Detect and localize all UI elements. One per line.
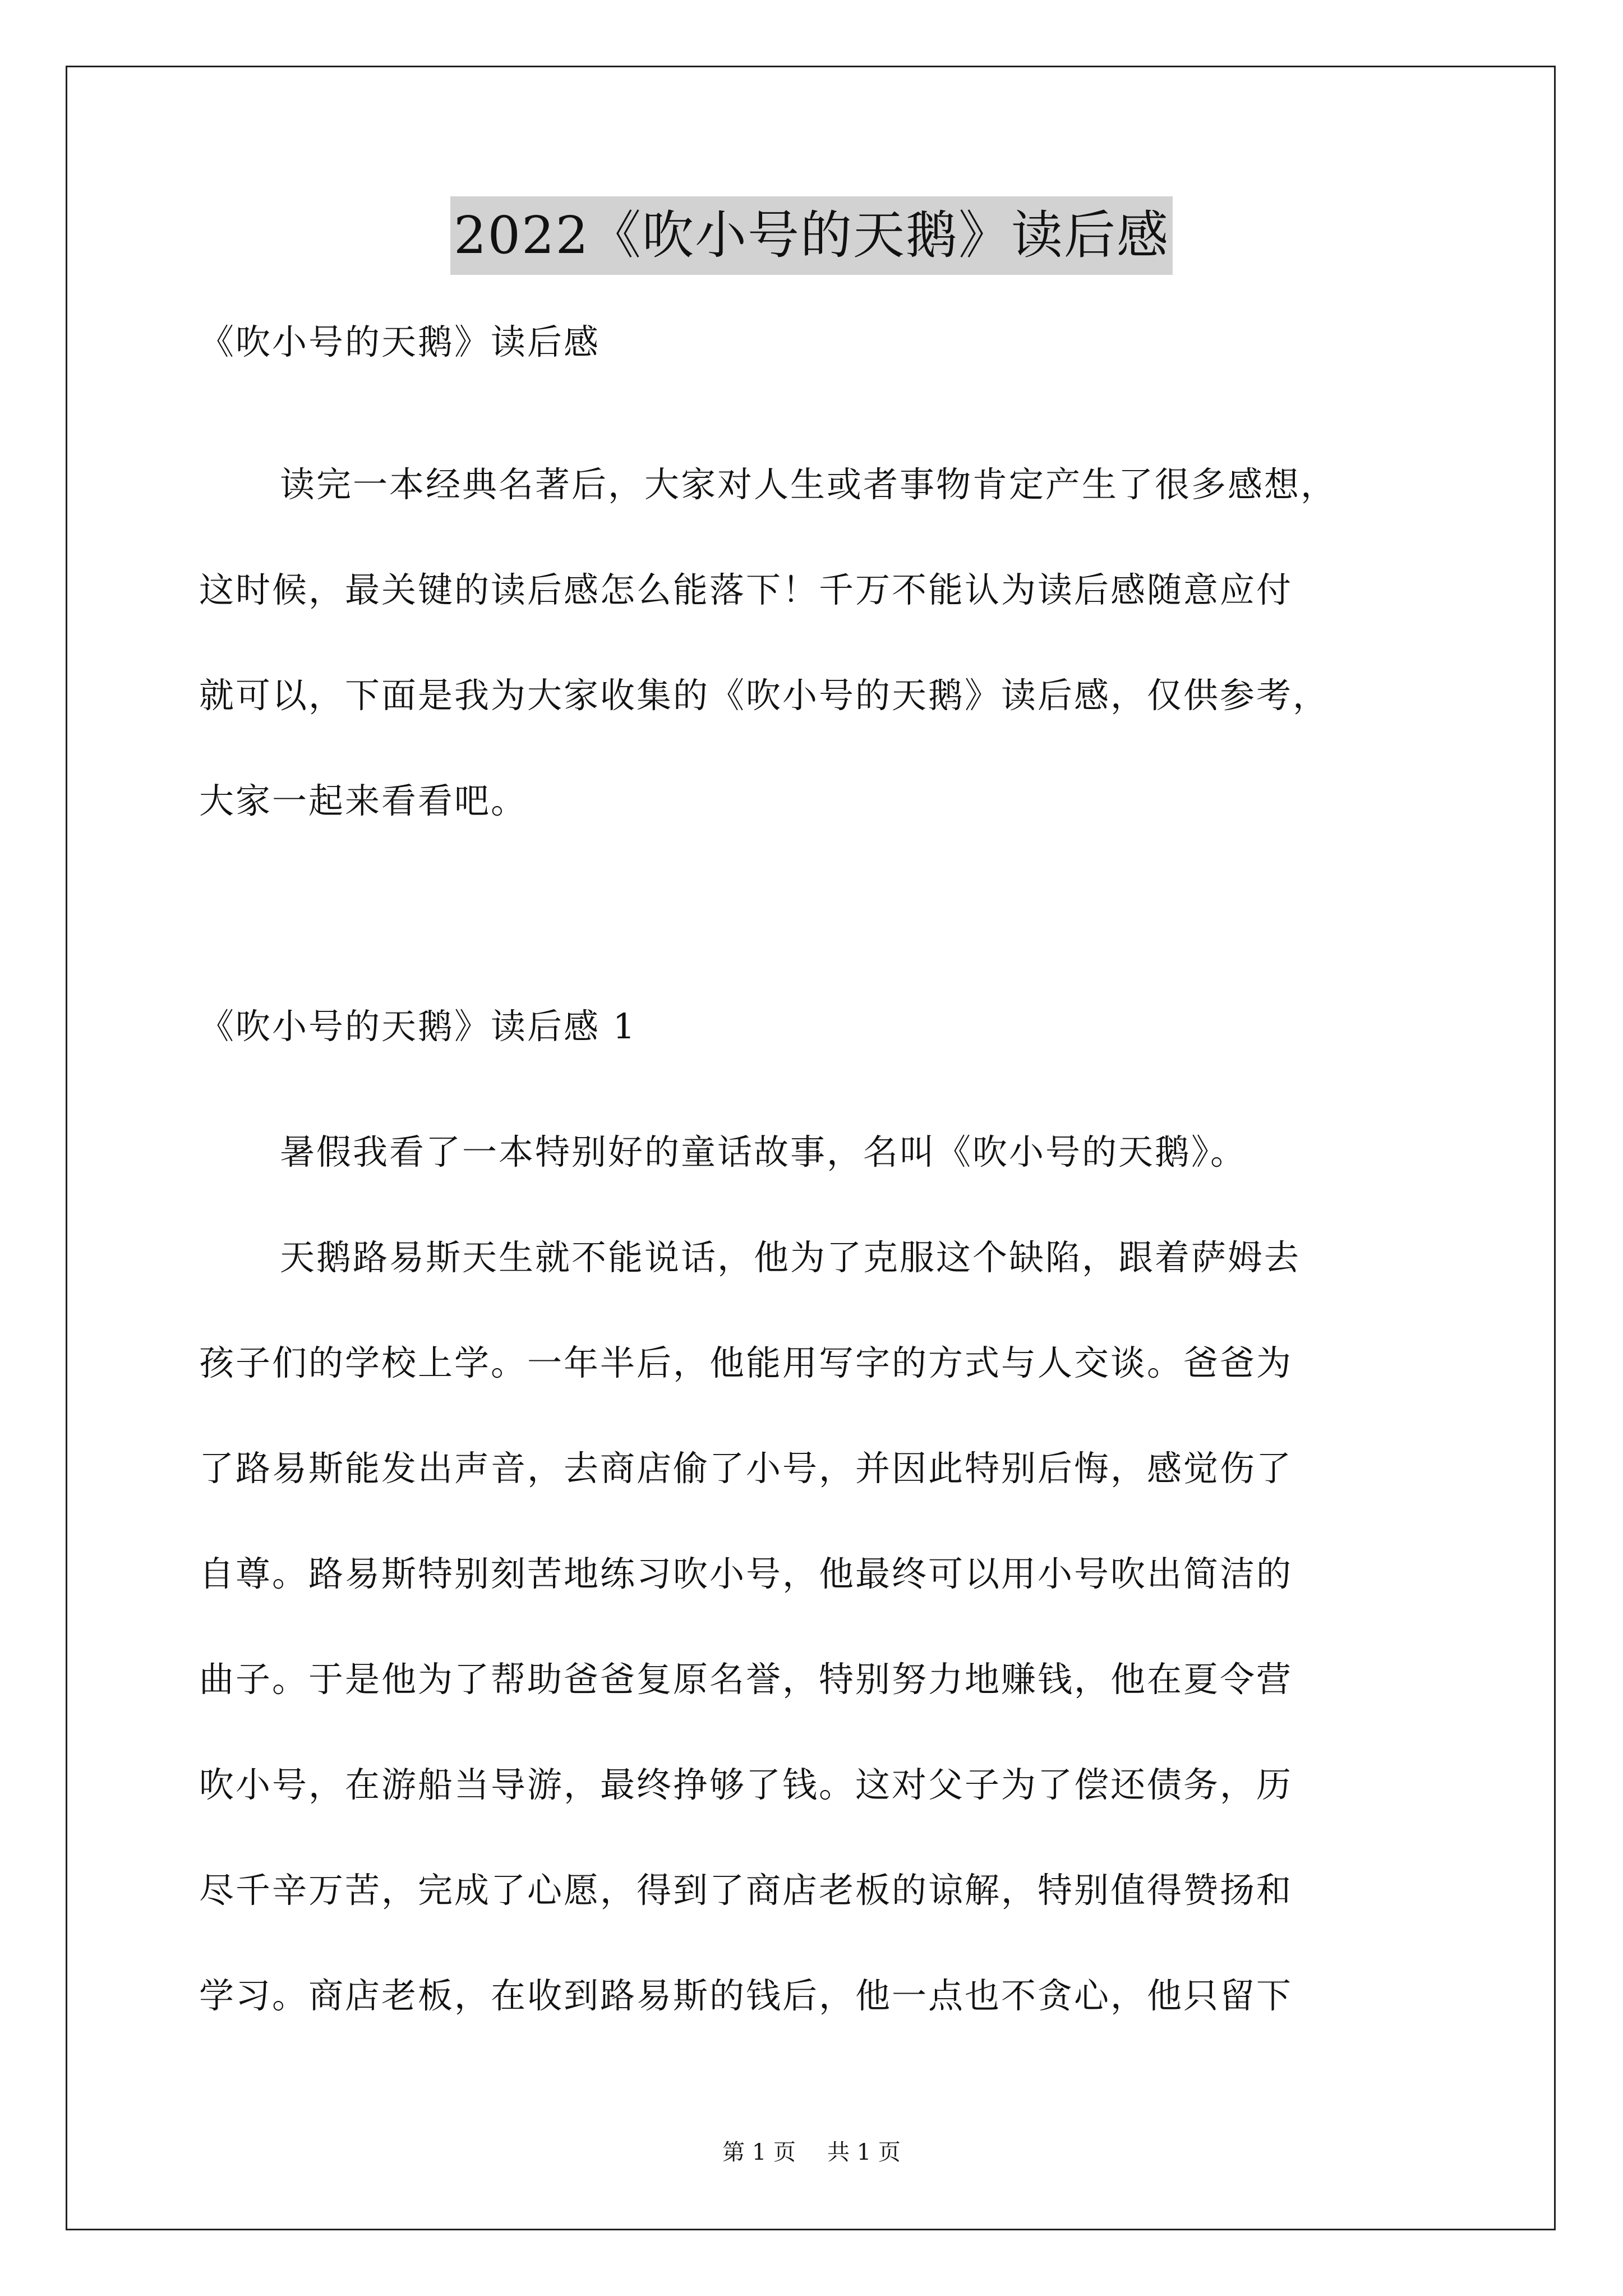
paragraph-line: 吹小号，在游船当导游，最终挣够了钱。这对父子为了偿还债务，历 bbox=[199, 1764, 1293, 1805]
document-title: 2022《吹小号的天鹅》读后感 bbox=[450, 196, 1173, 275]
paragraph-line: 读完一本经典名著后，大家对人生或者事物肯定产生了很多感想， bbox=[280, 464, 1338, 505]
paragraph-2 bbox=[199, 1205, 1483, 2049]
page-number: 第 1 页 bbox=[722, 2139, 796, 2165]
paragraph-line: 暑假我看了一本特别好的童话故事，名叫《吹小号的天鹅》。 bbox=[280, 1131, 1247, 1172]
paragraph-line: 了路易斯能发出声音，去商店偷了小号，并因此特别后悔，感觉伤了 bbox=[199, 1448, 1293, 1489]
intro-paragraph bbox=[199, 432, 1483, 854]
page-total: 共 1 页 bbox=[827, 2139, 901, 2165]
paragraph-line: 曲子。于是他为了帮助爸爸复原名誉，特别努力地赚钱，他在夏令营 bbox=[199, 1659, 1293, 1700]
paragraph-line: 学习。商店老板，在收到路易斯的钱后，他一点也不贪心，他只留下 bbox=[199, 1975, 1293, 2016]
paragraph-line: 尽千辛万苦，完成了心愿，得到了商店老板的谅解，特别值得赞扬和 bbox=[199, 1870, 1293, 1911]
section-heading: 《吹小号的天鹅》读后感 1 bbox=[199, 1006, 637, 1047]
paragraph-1 bbox=[199, 1099, 1483, 1205]
page-footer bbox=[0, 2134, 1623, 2166]
paragraph-line: 大家一起来看看吧。 bbox=[199, 780, 528, 821]
title-container bbox=[0, 196, 1623, 275]
paragraph-line: 这时候，最关键的读后感怎么能落下！千万不能认为读后感随意应付 bbox=[199, 569, 1293, 610]
document-subtitle: 《吹小号的天鹅》读后感 bbox=[199, 321, 601, 362]
paragraph-line: 孩子们的学校上学。一年半后，他能用写字的方式与人交谈。爸爸为 bbox=[199, 1342, 1293, 1383]
paragraph-line: 天鹅路易斯天生就不能说话，他为了克服这个缺陷，跟着萨姆去 bbox=[280, 1237, 1301, 1278]
paragraph-line: 自尊。路易斯特别刻苦地练习吹小号，他最终可以用小号吹出简洁的 bbox=[199, 1553, 1293, 1594]
paragraph-line: 就可以，下面是我为大家收集的《吹小号的天鹅》读后感，仅供参考， bbox=[199, 675, 1330, 716]
